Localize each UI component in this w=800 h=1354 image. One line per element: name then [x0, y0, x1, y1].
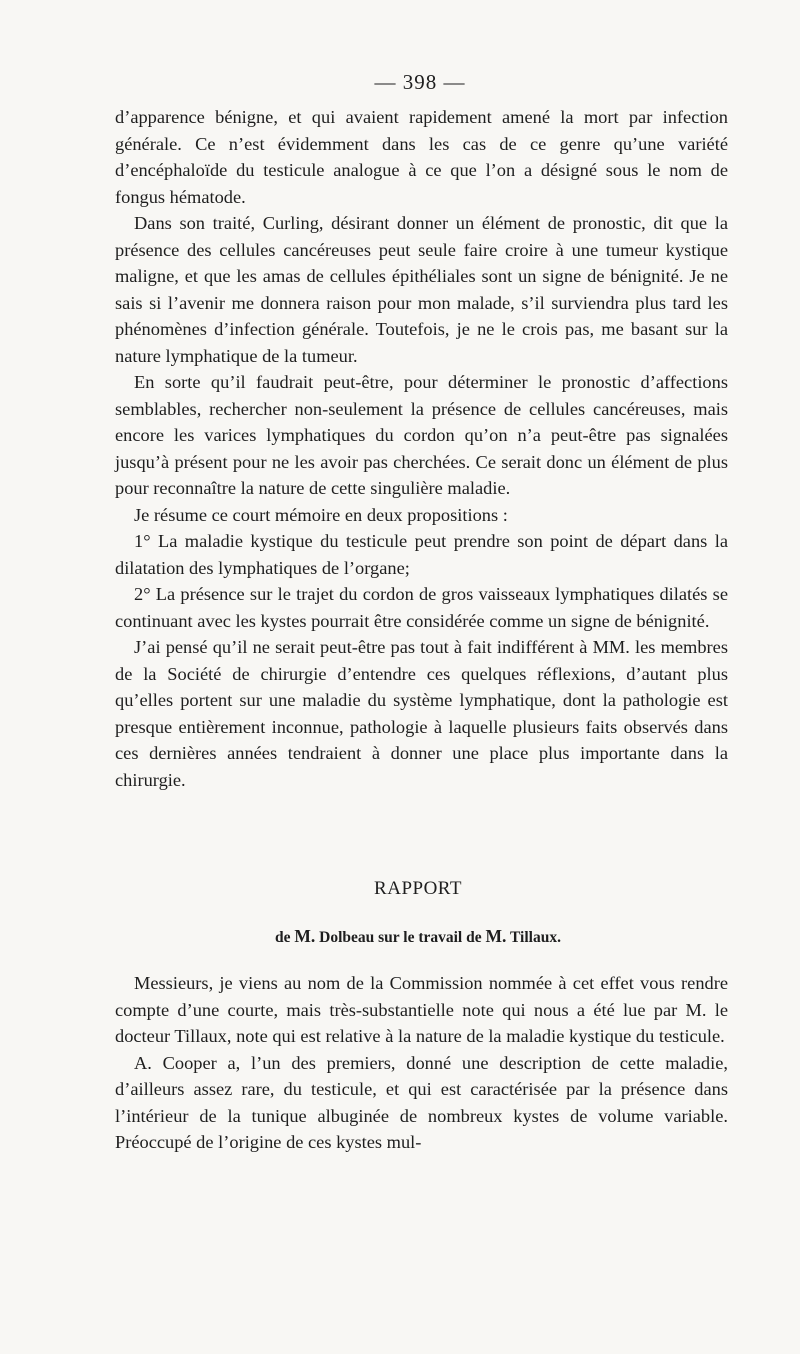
- subheading-part: Tillaux.: [506, 929, 561, 946]
- paragraph: 2° La présence sur le trajet du cordon de gros vaisseaux lymphatiques dilatés se continuant avec les kystes pourrait être considérée comme un signe de bénignité.: [115, 584, 728, 631]
- paragraph: 1° La maladie kystique du testicule peut prendre son point de départ dans la dilatation des lymphatiques de l’organe;: [115, 531, 728, 578]
- report-subheading: [18, 926, 800, 947]
- paragraph: d’apparence bénigne, et qui avaient rapidement amené la mort par infection générale. Ce n’est évidemment dans les cas de ce genre qu’une variété d’encéphaloïde du testicule analogue à ce que l’on a désigné sous le nom de fongus hématode.: [115, 107, 728, 207]
- page-number: — 398 —: [374, 70, 466, 94]
- body-text-report: [115, 970, 728, 1156]
- paragraph: J’ai pensé qu’il ne serait peut-être pas tout à fait indifférent à MM. les membres de la Société de chirurgie d’entendre ces quelques réflexions, d’autant plus qu’elles portent sur une maladie du système lymphatique, dont la pathologie est presque entièrement inconnue, pathologie à laquelle plusieurs faits observés dans ces dernières années tendraient à donner une place plus importante dans la chirurgie.: [115, 637, 728, 790]
- subheading-part: de: [275, 929, 295, 946]
- paragraph: Je résume ce court mémoire en deux propositions :: [134, 504, 508, 525]
- subheading-part: Dolbeau sur le travail de: [315, 929, 486, 946]
- paragraph: En sorte qu’il faudrait peut-être, pour déterminer le pronostic d’affections semblables, rechercher non-seulement la présence de cellules cancéreuses, mais encore les varices lymphatiques du cordon qu’on n’a peut-être pas signalées jusqu’à présent pour ne les avoir pas cherchées. Ce serait donc un élément de plus pour reconnaître la nature de cette singulière maladie.: [115, 372, 728, 498]
- subheading-part: M.: [294, 926, 316, 946]
- body-text-first-section: [115, 104, 728, 793]
- report-heading: RAPPORT: [374, 878, 462, 899]
- paragraph: Messieurs, je viens au nom de la Commission nommée à cet effet vous rendre compte d’une courte, mais très-substantielle note qui nous a été lue par M. le docteur Tillaux, note qui est relative à la nature de la maladie kystique du testicule.: [115, 973, 728, 1046]
- paragraph: A. Cooper a, l’un des premiers, donné une description de cette maladie, d’ailleurs assez rare, du testicule, et qui est caractérisée par la présence dans l’intérieur de la tunique albuginée de nombreux kystes de volume variable. Préoccupé de l’origine de ces kystes mul-: [115, 1052, 728, 1152]
- paragraph: Dans son traité, Curling, désirant donner un élément de pronostic, dit que la présence des cellules cancéreuses peut seule faire croire à une tumeur kystique maligne, et que les amas de cellules épithéliales sont un signe de bénignité. Je ne sais si l’avenir me donnera raison pour mon malade, s’il surviendra plus tard les phénomènes d’infection générale. Toutefois, je ne le crois pas, me basant sur la nature lymphatique de la tumeur.: [115, 213, 728, 366]
- subheading-part: M.: [485, 926, 507, 946]
